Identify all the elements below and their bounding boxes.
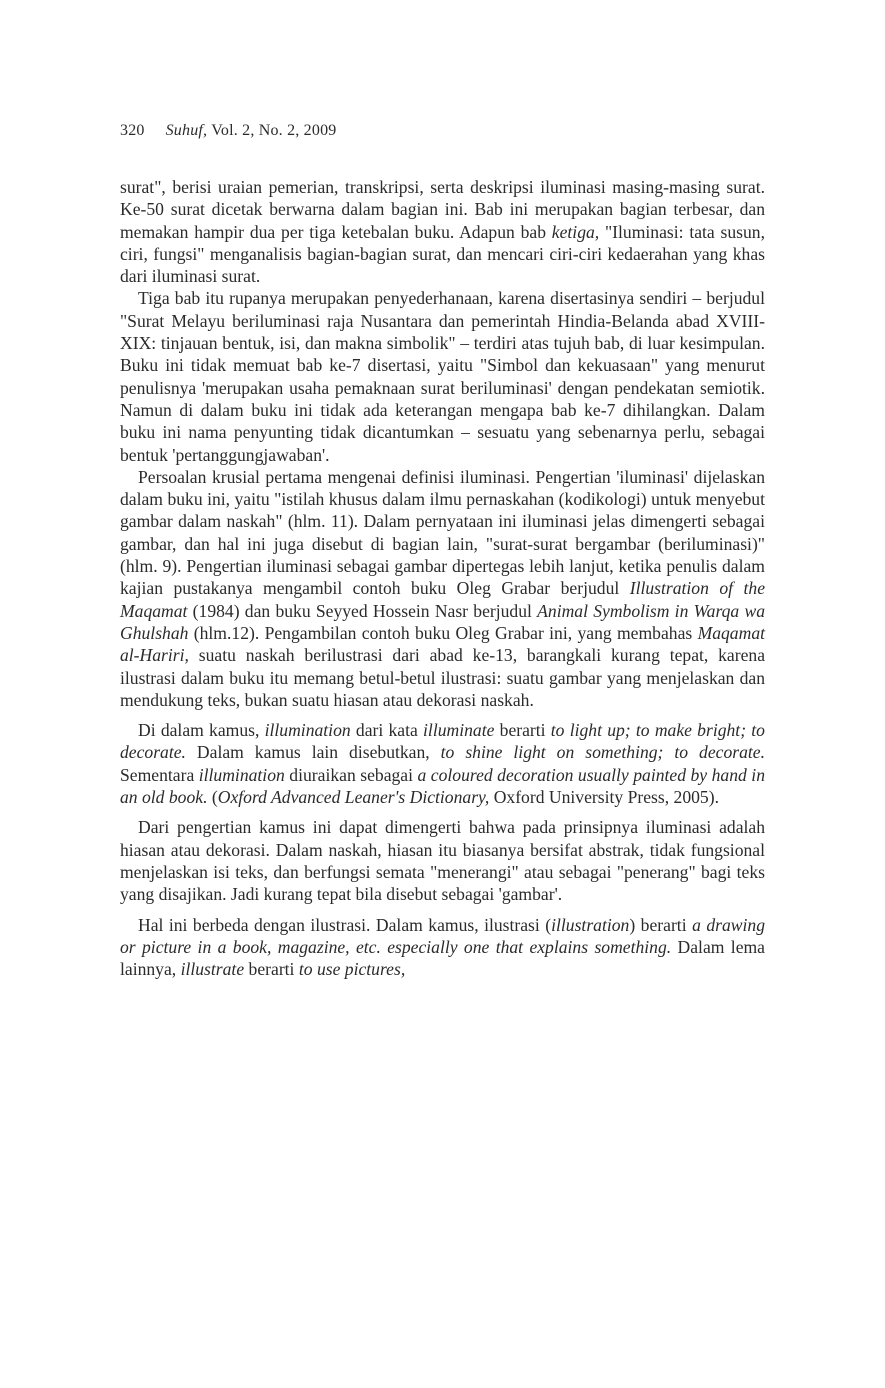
italic-run: to shine light on something; to decorate. — [440, 742, 765, 763]
italic-run: ketiga, — [551, 221, 600, 242]
italic-run: Animal Symbolism in Warqa wa Ghulshah — [120, 600, 765, 643]
italic-run: illumination — [264, 720, 351, 741]
italic-run: Illustration of the Maqamat — [120, 578, 765, 621]
italic-run: illustrate — [180, 959, 245, 980]
text-run: Persoalan krusial pertama mengenai definisi iluminasi. Pengertian 'iluminasi' dijelaskan dalam buku ini, yaitu "istilah khusus dalam ilmu pernaskahan (kodikologi) untuk menyebut gambar dalam naskah" (hlm. 11). Dalam pernyataan ini iluminasi jelas dimengerti sebagai gambar, dan hal ini juga disebut di bagian lain, "surat-surat bergambar (beriluminasi)" (hlm. 9). Pengertian iluminasi sebagai gambar dipertegas lebih lanjut, ketika penulis dalam kajian pustakanya mengambil contoh buku Oleg Grabar berjudul — [120, 466, 765, 599]
paragraph — [120, 466, 765, 711]
italic-run: to light up; to make bright; to decorate. — [120, 720, 765, 763]
journal-issue: Vol. 2, No. 2, 2009 — [211, 122, 337, 139]
italic-run: Oxford Advanced Leaner's Dictionary, — [217, 787, 490, 808]
italic-run: Maqamat al-Hariri, — [120, 622, 765, 666]
text-run: Dalam kamus lain disebutkan, — [185, 742, 441, 763]
text-run: berarti — [494, 720, 551, 741]
text-run: "Iluminasi: tata susun, ciri, fungsi" menganalisis bagian-bagian surat, dan mencari ciri-ciri kedaerahan yang khas dari iluminasi surat. — [120, 221, 765, 287]
text-run: ( — [207, 787, 218, 808]
text-run: berarti — [244, 959, 299, 980]
italic-run: illustration — [551, 914, 630, 935]
italic-run: a coloured decoration usually painted by hand in an old book. — [120, 764, 765, 808]
page-number: 320 — [120, 122, 145, 139]
paragraph — [120, 914, 765, 981]
text-run: Hal ini berbeda dengan ilustrasi. Dalam kamus, ilustrasi ( — [138, 914, 552, 935]
text-run: dari kata — [350, 720, 424, 741]
text-run: (1984) dan buku Seyyed Hossein Nasr berjudul — [187, 600, 538, 621]
text-run: suatu naskah berilustrasi dari abad ke-13, barangkali kurang tepat, karena ilustrasi dalam buku itu memang betul-betul ilustrasi: suatu gambar yang menjelaskan dan mendukung teks, bukan suatu hiasan atau dekorasi naskah. — [120, 645, 765, 710]
text-run: surat", berisi uraian pemerian, transkripsi, serta deskripsi iluminasi masing-masing surat. Ke-50 surat dicetak berwarna dalam bagian ini. Bab ini merupakan bagian terbesar, dan memakan hampir dua per tiga ketebalan buku. Adapun bab — [120, 177, 765, 242]
text-run: Dari pengertian kamus ini dapat dimengerti bahwa pada prinsipnya iluminasi adalah hiasan atau dekorasi. Dalam naskah, hiasan itu biasanya bersifat abstrak, tidak fungsional menjelaskan isi teks, dan berfungsi semata "menerangi" atau sebagai "penerang" bagi teks yang disajikan. Jadi kurang tepat bila disebut sebagai 'gambar'. — [120, 817, 765, 905]
text-run: diuraikan sebagai — [284, 764, 418, 785]
journal-name: Suhuf, — [165, 122, 208, 139]
text-run: Tiga bab itu rupanya merupakan penyederhanaan, karena disertasinya sendiri – berjudul "Surat Melayu beriluminasi raja Nusantara dan pemerintah Hindia-Belanda abad XVIII-XIX: tinjauan bentuk, isi, dan makna simbolik" – terdiri atas tujuh bab, di luar kesimpulan. Buku ini tidak memuat bab ke-7 disertasi, yaitu "Simbol dan kekuasaan" yang menurut penulisnya 'merupakan usaha pemaknaan surat beriluminasi' dengan pendekatan semiotik. Namun di dalam buku ini tidak ada keterangan mengapa bab ke-7 dihilangkan. Dalam buku ini nama penyunting tidak dicantumkan – sesuatu yang sebenarnya perlu, sebagai bentuk 'pertanggungjawaban'. — [120, 288, 765, 465]
body-text — [120, 176, 765, 980]
italic-run: illuminate — [423, 720, 495, 741]
text-run: Oxford University Press, 2005). — [489, 787, 719, 808]
text-run: Dalam lema lainnya, — [120, 936, 765, 980]
paragraph — [120, 176, 765, 287]
italic-run: to use pictures, — [298, 959, 406, 980]
paragraph — [120, 719, 765, 808]
paragraph — [120, 816, 765, 905]
running-header — [120, 122, 336, 140]
text-run: Di dalam kamus, — [138, 720, 265, 741]
text-run: Sementara — [120, 764, 199, 785]
text-run: (hlm.12). Pengambilan contoh buku Oleg Grabar ini, yang membahas — [188, 622, 698, 643]
italic-run: illumination — [198, 764, 285, 785]
text-run: ) berarti — [629, 914, 693, 935]
paragraph — [120, 287, 765, 465]
italic-run: a drawing or picture in a book, magazine, etc. especially one that explains something. — [120, 914, 765, 957]
